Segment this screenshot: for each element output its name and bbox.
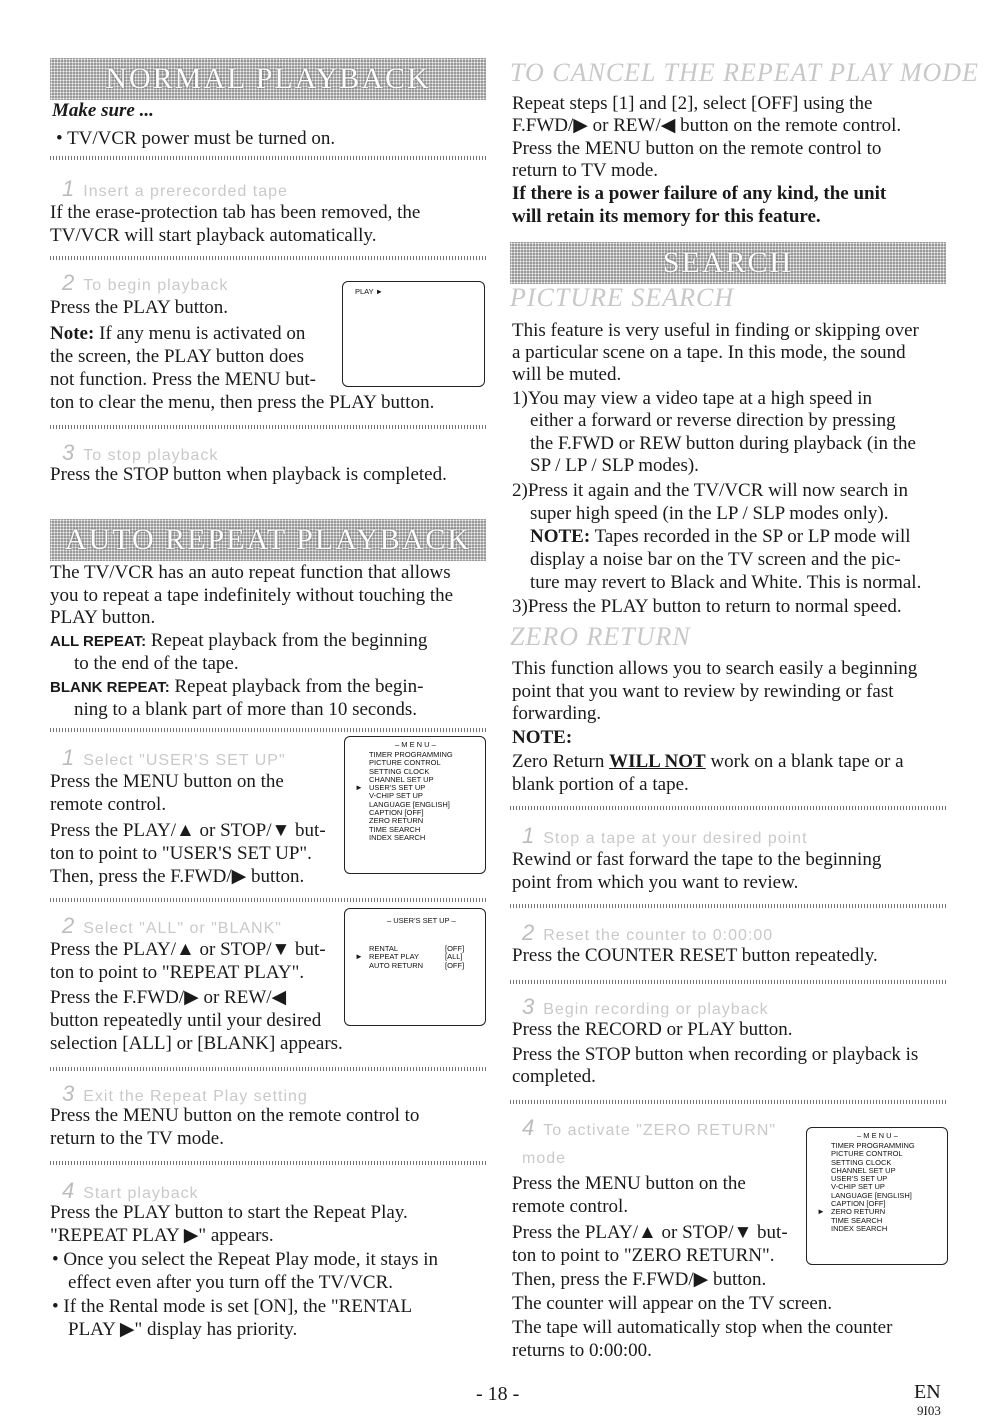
zero-text: This function allows you to search easily a beginning — [512, 658, 918, 679]
step-title: 2 Select "ALL" or "BLANK" — [62, 913, 282, 938]
step-title: 1 Select "USER'S SET UP" — [62, 745, 286, 770]
bullet-text: • Once you select the Repeat Play mode, it stays in — [52, 1249, 439, 1270]
cancel-text: Press the MENU button on the remote control to — [512, 138, 882, 159]
separator — [50, 898, 486, 902]
step-text: Press the PLAY/▲ or STOP/▼ but- — [50, 939, 326, 960]
step-title: 3 To stop playback — [62, 440, 219, 465]
intro-text: The TV/VCR has an auto repeat function that allows — [50, 562, 451, 583]
separator — [50, 1161, 486, 1165]
users-setup-title: – USER'S SET UP – — [387, 916, 456, 925]
step-text: Press the STOP button when playback is completed. — [50, 464, 447, 485]
step-text: Then, press the F.FWD/▶ button. — [512, 1269, 767, 1290]
setup-pointer-icon: ► — [355, 952, 363, 961]
menu-list: TIMER PROGRAMMING PICTURE CONTROL SETTING CLOCK CHANNEL SET UP USER'S SET UP V-CHIP SET UP LANGUAGE [ENGLISH] CAPTION [OFF] ZERO RETURN TIME SEARCH INDEX SEARCH — [369, 750, 453, 842]
step-text: ton to point to "ZERO RETURN". — [512, 1245, 775, 1266]
search-item: NOTE: Tapes recorded in the SP or LP mode will — [530, 526, 911, 547]
step-text: The tape will automatically stop when the counter — [512, 1317, 893, 1338]
cancel-warning: will retain its memory for this feature. — [512, 206, 821, 227]
step-title: mode — [522, 1150, 567, 1167]
step-text: Press the F.FWD/▶ or REW/◀ — [50, 987, 287, 1008]
all-repeat-text: to the end of the tape. — [74, 653, 239, 674]
separator — [50, 728, 486, 732]
search-item: 2)Press it again and the TV/VCR will now search in — [512, 480, 908, 501]
cancel-warning: If there is a power failure of any kind, the unit — [512, 183, 887, 204]
step-title: 3 Begin recording or playback — [522, 994, 769, 1019]
users-setup-screen — [344, 908, 486, 1026]
step-text: button repeatedly until your desired — [50, 1010, 322, 1031]
step-text: "REPEAT PLAY ▶" appears. — [50, 1225, 274, 1246]
step-text: not function. Press the MENU but- — [50, 369, 316, 390]
search-banner: SEARCH — [510, 242, 946, 284]
separator — [510, 980, 946, 984]
intro-text: you to repeat a tape indefinitely without touching the — [50, 585, 454, 606]
step-text: Press the COUNTER RESET button repeatedly. — [512, 945, 878, 966]
normal-playback-banner: NORMAL PLAYBACK — [50, 58, 486, 100]
zero-text: point that you want to review by rewinding or fast — [512, 681, 894, 702]
step-text: ton to clear the menu, then press the PLAY button. — [50, 392, 435, 413]
page-number: - 18 - — [476, 1383, 520, 1405]
search-item: 3)Press the PLAY button to return to normal speed. — [512, 596, 902, 617]
blank-repeat-text: ning to a blank part of more than 10 seconds. — [74, 699, 417, 720]
separator — [510, 1100, 946, 1104]
language-code: EN — [914, 1381, 941, 1403]
step-text: completed. — [512, 1066, 596, 1087]
bullet-text: effect even after you turn off the TV/VCR. — [68, 1272, 394, 1293]
menu-title: – M E N U – — [395, 740, 436, 749]
step-text: TV/VCR will start playback automatically. — [50, 225, 377, 246]
cancel-heading: TO CANCEL THE REPEAT PLAY MODE — [510, 58, 979, 87]
menu-pointer-icon: ► — [817, 1207, 825, 1216]
search-text: This feature is very useful in finding or skipping over — [512, 320, 919, 341]
picture-search-heading: PICTURE SEARCH — [510, 283, 735, 312]
all-repeat-text: ALL REPEAT: Repeat playback from the beginning — [50, 630, 428, 651]
separator — [510, 806, 946, 810]
menu-screen-display — [806, 1127, 948, 1265]
separator — [50, 156, 486, 160]
step-text: remote control. — [50, 794, 167, 815]
separator — [50, 425, 486, 429]
users-setup-rows: RENTAL REPEAT PLAY AUTO RETURN — [369, 944, 424, 970]
auto-repeat-banner: AUTO REPEAT PLAYBACK — [50, 519, 486, 561]
step-text: Press the RECORD or PLAY button. — [512, 1019, 793, 1040]
separator — [50, 1067, 486, 1071]
cancel-text: F.FWD/▶ or REW/◀ button on the remote control. — [512, 115, 902, 136]
step-title: 2 To begin playback — [62, 270, 229, 295]
search-text: will be muted. — [512, 364, 622, 385]
menu-title: – M E N U – — [857, 1131, 898, 1140]
step-text: remote control. — [512, 1196, 629, 1217]
bullet-text: PLAY ▶" display has priority. — [68, 1319, 298, 1340]
step-title: 1 Stop a tape at your desired point — [522, 823, 808, 848]
menu-list: TIMER PROGRAMMING PICTURE CONTROL SETTING CLOCK CHANNEL SET UP USER'S SET UP V-CHIP SET UP LANGUAGE [ENGLISH] CAPTION [OFF] ZERO RETURN TIME SEARCH INDEX SEARCH — [831, 1141, 915, 1233]
step-text: returns to 0:00:00. — [512, 1340, 652, 1361]
search-item: either a forward or reverse direction by pressing — [530, 410, 896, 431]
step-title: 1 Insert a prerecorded tape — [62, 176, 288, 201]
search-item: super high speed (in the LP / SLP modes only). — [530, 503, 889, 524]
step-text: Press the MENU button on the — [50, 771, 284, 792]
zero-text: blank portion of a tape. — [512, 774, 689, 795]
step-text: Press the STOP button when recording or playback is — [512, 1044, 919, 1065]
blank-repeat-text: BLANK REPEAT: Repeat playback from the begin- — [50, 676, 424, 697]
cancel-text: return to TV mode. — [512, 160, 658, 181]
step-text: the screen, the PLAY button does — [50, 346, 304, 367]
step-title: 4 To activate "ZERO RETURN" — [522, 1115, 777, 1140]
step-text: Press the PLAY/▲ or STOP/▼ but- — [512, 1222, 788, 1243]
step-text: Press the PLAY button to start the Repeat Play. — [50, 1202, 408, 1223]
zero-text: Zero Return WILL NOT work on a blank tape or a — [512, 751, 904, 772]
step-text: Press the PLAY/▲ or STOP/▼ but- — [50, 820, 326, 841]
search-item: ture may revert to Black and White. This is normal. — [530, 572, 922, 593]
step-title: 3 Exit the Repeat Play setting — [62, 1081, 308, 1106]
step-text: Press the MENU button on the remote control to — [50, 1105, 420, 1126]
search-item: the F.FWD or REW button during playback (in the — [530, 433, 916, 454]
menu-screen-display — [344, 736, 486, 874]
zero-return-heading: ZERO RETURN — [510, 622, 691, 651]
search-item: SP / LP / SLP modes). — [530, 455, 699, 476]
step-text: point from which you want to review. — [512, 872, 799, 893]
step-text: The counter will appear on the TV screen. — [512, 1293, 833, 1314]
step-text: Then, press the F.FWD/▶ button. — [50, 866, 305, 887]
search-item: display a noise bar on the TV screen and the pic- — [530, 549, 901, 570]
menu-pointer-icon: ► — [355, 783, 363, 792]
step-text: selection [ALL] or [BLANK] appears. — [50, 1033, 343, 1054]
zero-text: forwarding. — [512, 703, 602, 724]
step-text: Press the PLAY button. — [50, 297, 229, 318]
step-text: Press the MENU button on the — [512, 1173, 746, 1194]
step-text: ton to point to "REPEAT PLAY". — [50, 962, 305, 983]
search-item: 1)You may view a video tape at a high speed in — [512, 388, 873, 409]
play-indicator: PLAY ► — [355, 287, 383, 296]
bullet-text: • If the Rental mode is set [ON], the "RENTAL — [52, 1296, 413, 1317]
step-title: 2 Reset the counter to 0:00:00 — [522, 920, 774, 945]
cancel-text: Repeat steps [1] and [2], select [OFF] using the — [512, 93, 873, 114]
step-title: 4 Start playback — [62, 1178, 199, 1203]
intro-text: PLAY button. — [50, 607, 156, 628]
power-bullet: • TV/VCR power must be turned on. — [56, 128, 336, 149]
zero-note-label: NOTE: — [512, 727, 573, 748]
step-text: ton to point to "USER'S SET UP". — [50, 843, 312, 864]
users-setup-values: [OFF] [ALL] [OFF] — [445, 944, 465, 970]
separator — [510, 904, 946, 908]
search-text: a particular scene on a tape. In this mode, the sound — [512, 342, 906, 363]
document-code: 9I03 — [917, 1403, 941, 1418]
step-text: Note: If any menu is activated on — [50, 323, 306, 344]
step-text: return to the TV mode. — [50, 1128, 224, 1149]
separator — [50, 256, 486, 260]
step-text: If the erase-protection tab has been removed, the — [50, 202, 421, 223]
step-text: Rewind or fast forward the tape to the beginning — [512, 849, 882, 870]
make-sure-label: Make sure ... — [52, 100, 154, 121]
play-screen-display — [342, 281, 485, 387]
